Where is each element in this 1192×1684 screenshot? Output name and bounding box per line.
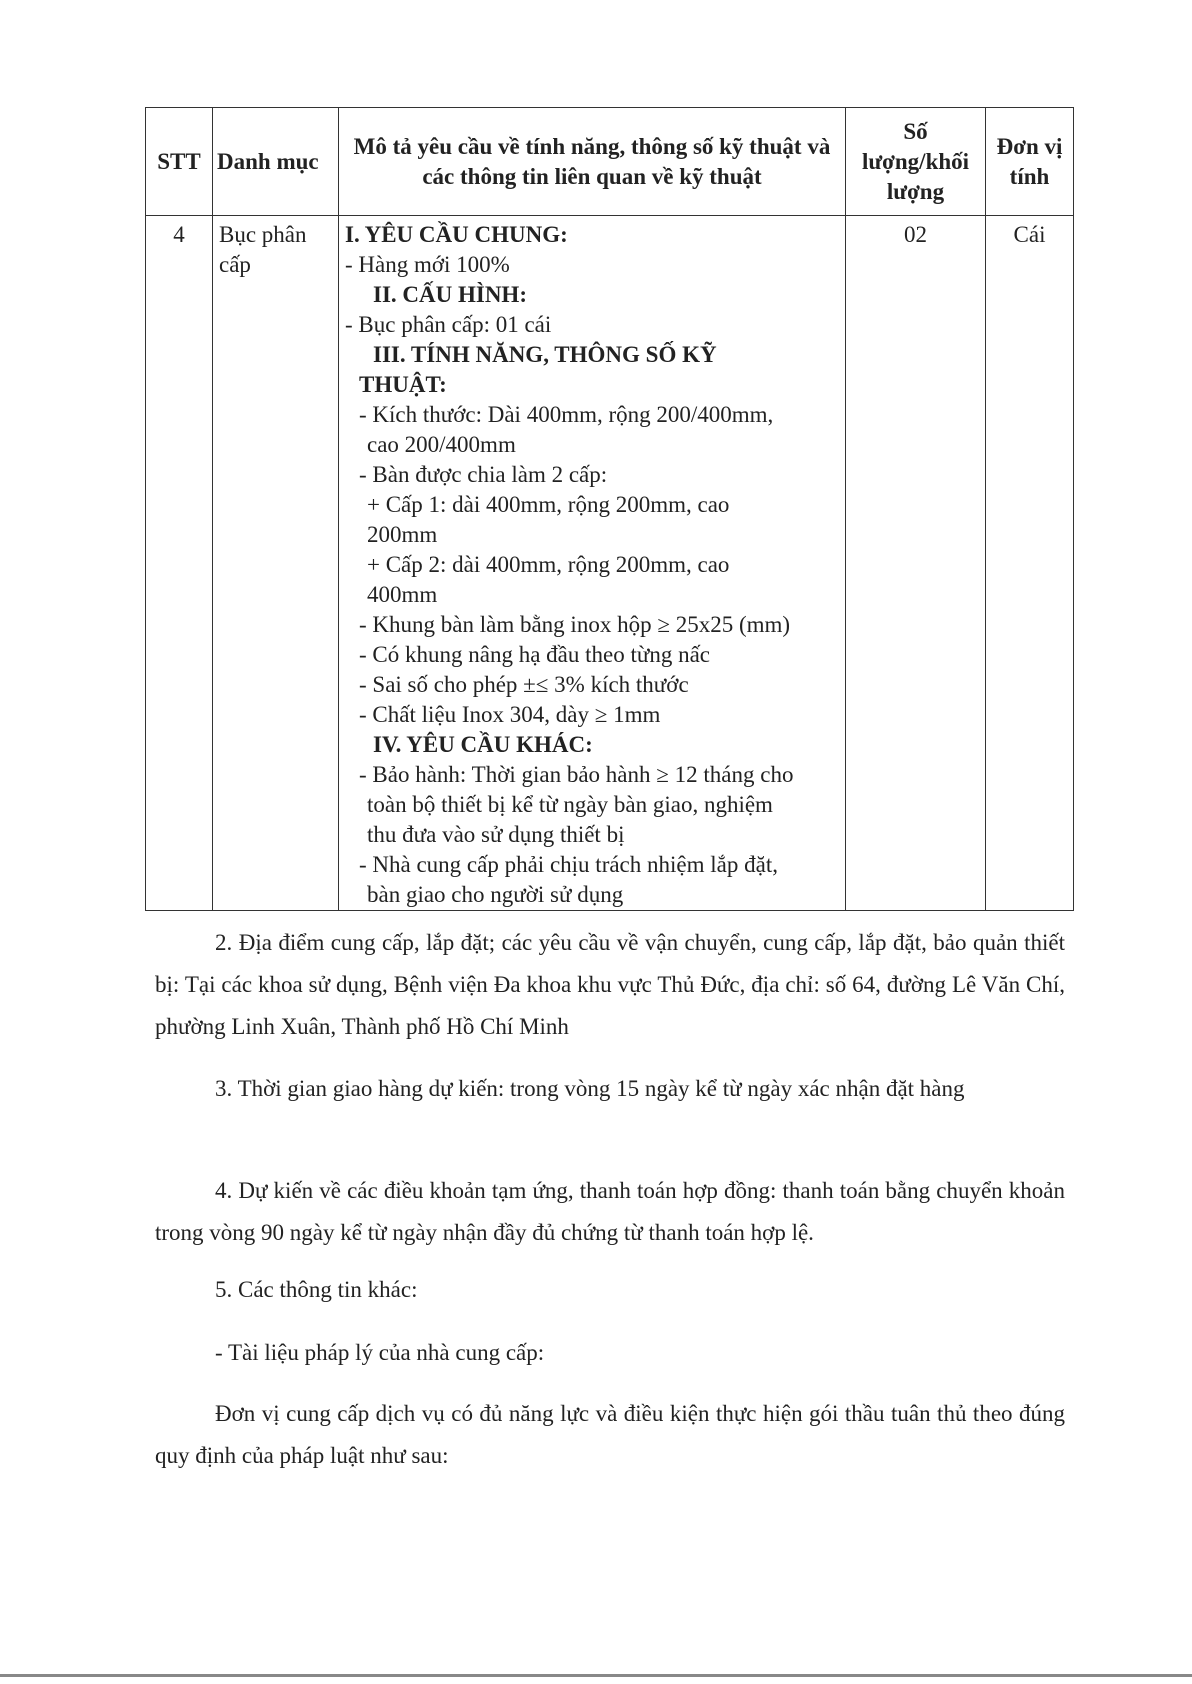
paragraph-legal-docs: - Tài liệu pháp lý của nhà cung cấp: [215, 1340, 545, 1365]
description-line: + Cấp 2: dài 400mm, rộng 200mm, cao [367, 552, 730, 577]
description-line: - Chất liệu Inox 304, dày ≥ 1mm [359, 702, 661, 727]
header-quantity: Số lượng/khối lượng [846, 108, 986, 216]
description-line: - Khung bàn làm bằng inox hộp ≥ 25x25 (mm) [359, 612, 791, 637]
scan-edge-line [0, 1674, 1192, 1677]
description-line: toàn bộ thiết bị kể từ ngày bàn giao, nghiệm [367, 792, 773, 817]
row-category: Bục phân cấp [213, 216, 339, 911]
section-heading: I. YÊU CẦU CHUNG: [345, 222, 568, 247]
description-line: - Bàn được chia làm 2 cấp: [359, 462, 608, 487]
section-heading: IV. YÊU CẦU KHÁC: [373, 732, 593, 757]
header-category: Danh mục [213, 108, 339, 216]
description-line: 400mm [367, 582, 438, 607]
row-stt: 4 [146, 216, 213, 911]
header-stt: STT [146, 108, 213, 216]
header-unit: Đơn vị tính [986, 108, 1074, 216]
paragraph-supplier-conditions: Đơn vị cung cấp dịch vụ có đủ năng lực và điều kiện thực hiện gói thầu tuân thủ theo đúng quy định của pháp luật như sau: [155, 1401, 1065, 1468]
description-line: - Kích thước: Dài 400mm, rộng 200/400mm, [359, 402, 774, 427]
row-description [339, 216, 846, 911]
paragraph-delivery-time: 3. Thời gian giao hàng dự kiến: trong vòng 15 ngày kể từ ngày xác nhận đặt hàng [215, 1076, 965, 1101]
paragraph-payment-terms: 4. Dự kiến về các điều khoản tạm ứng, thanh toán hợp đồng: thanh toán bằng chuyển khoản trong vòng 90 ngày kể từ ngày nhận đầy đủ chứng từ thanh toán hợp lệ. [155, 1178, 1065, 1245]
description-line: 200mm [367, 522, 438, 547]
paragraph-other-info: 5. Các thông tin khác: [215, 1277, 418, 1302]
description-line: + Cấp 1: dài 400mm, rộng 200mm, cao [367, 492, 730, 517]
description-line: - Nhà cung cấp phải chịu trách nhiệm lắp đặt, [359, 852, 778, 877]
description-line: - Có khung nâng hạ đầu theo từng nấc [359, 642, 710, 667]
description-line: - Bục phân cấp: 01 cái [345, 312, 552, 337]
description-line: bàn giao cho người sử dụng [367, 882, 624, 907]
row-unit: Cái [986, 216, 1074, 911]
table-row [146, 216, 1074, 911]
description-line: thu đưa vào sử dụng thiết bị [367, 822, 625, 847]
header-description: Mô tả yêu cầu về tính năng, thông số kỹ thuật và các thông tin liên quan về kỹ thuật [339, 108, 846, 216]
description-line: - Bảo hành: Thời gian bảo hành ≥ 12 tháng cho [359, 762, 794, 787]
specification-table [145, 107, 1074, 911]
section-heading: III. TÍNH NĂNG, THÔNG SỐ KỸ [373, 342, 717, 367]
paragraph-delivery-location: 2. Địa điểm cung cấp, lắp đặt; các yêu cầu về vận chuyển, cung cấp, lắp đặt, bảo quản thiết bị: Tại các khoa sử dụng, Bệnh viện Đa khoa khu vực Thủ Đức, địa chỉ: số 64, đường Lê Văn Chí, phường Linh Xuân, Thành phố Hồ Chí Minh [155, 930, 1065, 1039]
table-header-row [146, 108, 1074, 216]
description-line: - Hàng mới 100% [345, 252, 510, 277]
section-heading: THUẬT: [359, 372, 447, 397]
description-line: - Sai số cho phép ±≤ 3% kích thước [359, 672, 689, 697]
section-heading: II. CẤU HÌNH: [373, 282, 527, 307]
description-line: cao 200/400mm [367, 432, 516, 457]
row-quantity: 02 [846, 216, 986, 911]
